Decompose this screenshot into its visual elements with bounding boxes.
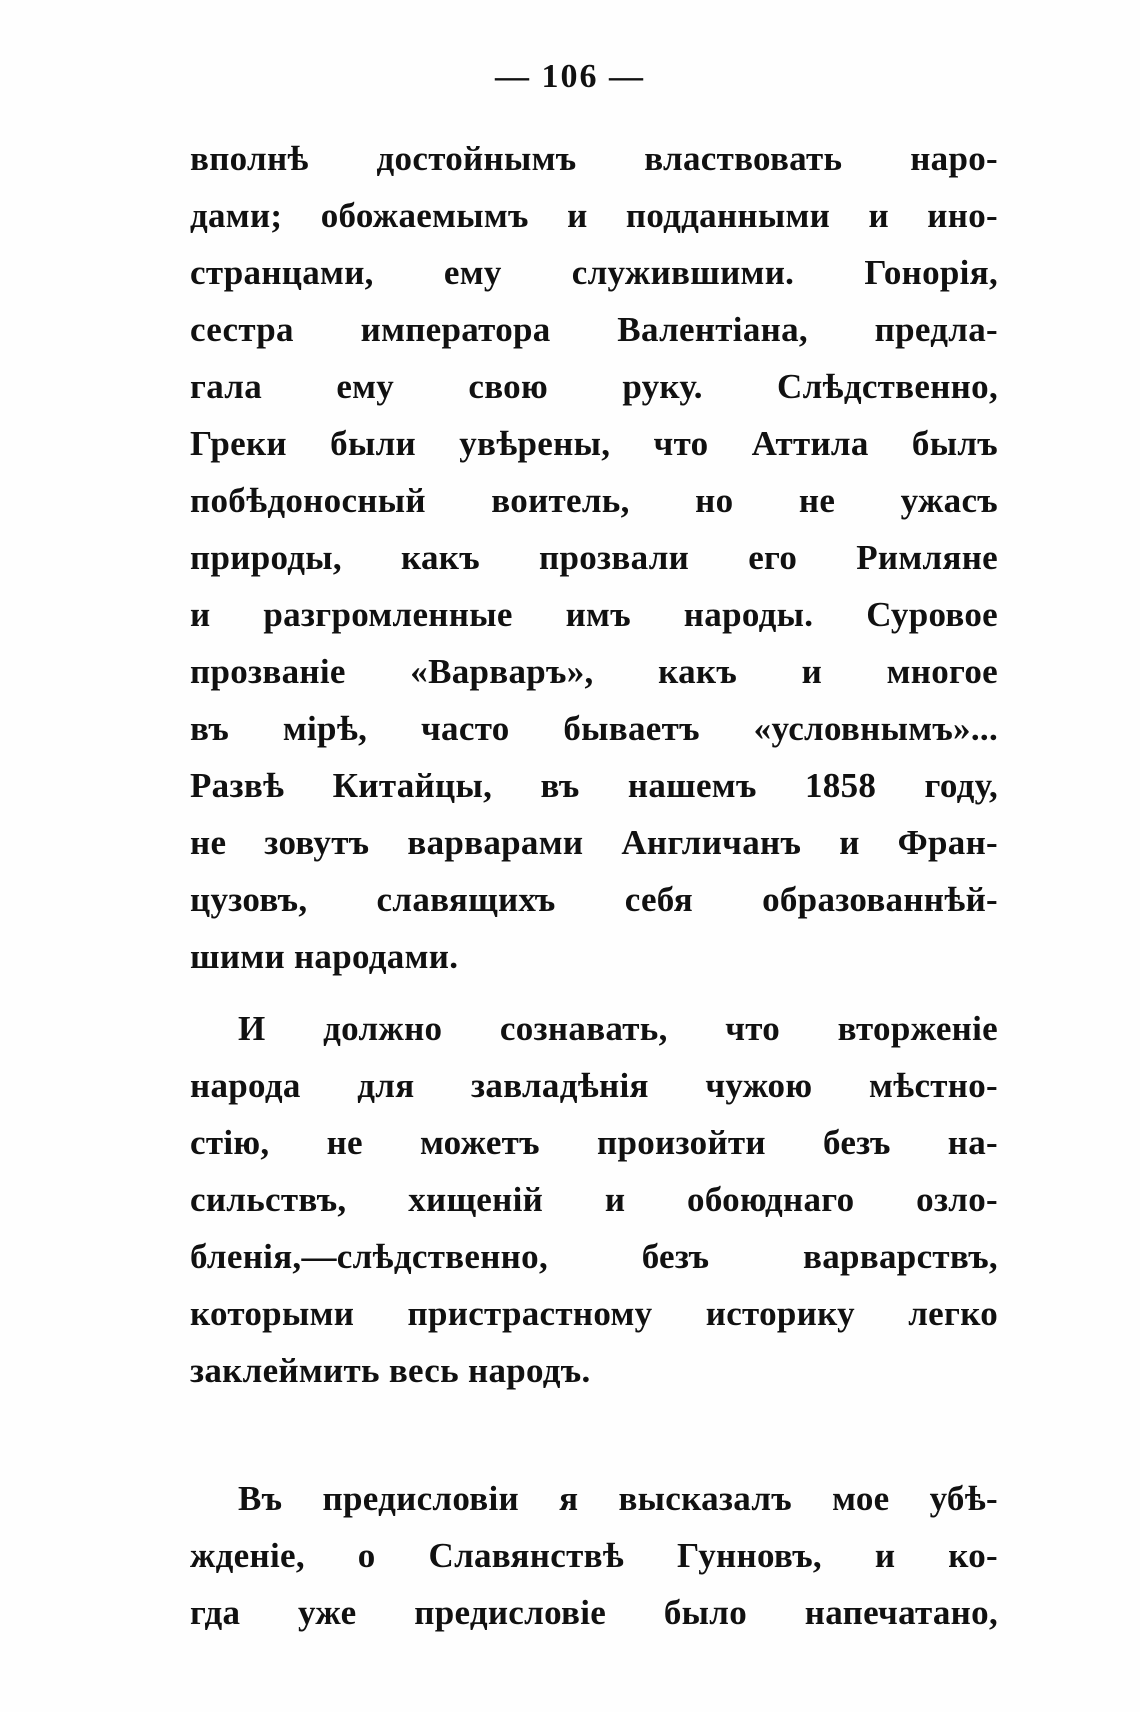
text-line: Въ предисловіи я высказалъ мое убѣ-	[238, 1479, 998, 1518]
text-line: природы, какъ прозвали его Римляне	[190, 538, 998, 577]
text-line: жденіе, о Славянствѣ Гунновъ, и ко-	[190, 1536, 998, 1575]
text-line: дами; обожаемымъ и подданными и ино-	[190, 196, 998, 235]
text-line: шими народами.	[190, 937, 459, 976]
text-line: И должно сознавать, что вторженіе	[238, 1009, 998, 1048]
text-line: бленія,—слѣдственно, безъ варварствъ,	[190, 1237, 998, 1276]
text-line: Греки были увѣрены, что Аттила былъ	[190, 424, 998, 463]
text-line: народа для завладѣнія чужою мѣстно-	[190, 1066, 998, 1105]
text-line: сестра императора Валентіана, предла-	[190, 310, 998, 349]
text-line: Развѣ Китайцы, въ нашемъ 1858 году,	[190, 766, 998, 805]
text-line: странцами, ему служившими. Гонорія,	[190, 253, 998, 292]
page-number: — 106 —	[495, 58, 645, 95]
text-line: не зовутъ варварами Англичанъ и Фран-	[190, 823, 998, 862]
text-line: гда уже предисловіе было напечатано,	[190, 1593, 998, 1632]
text-line: въ мірѣ, часто бываетъ «условнымъ»...	[190, 709, 998, 748]
text-line: стію, не можетъ произойти безъ на-	[190, 1123, 998, 1162]
paragraph-2	[190, 1000, 998, 1399]
text-line: побѣдоносный воитель, но не ужасъ	[190, 481, 998, 520]
text-line: гала ему свою руку. Слѣдственно,	[190, 367, 998, 406]
text-line: заклеймить весь народъ.	[190, 1351, 591, 1390]
text-line: вполнѣ достойнымъ властвовать наро-	[190, 139, 998, 178]
text-line: цузовъ, славящихъ себя образованнѣй-	[190, 880, 998, 919]
text-line: и разгромленные имъ народы. Суровое	[190, 595, 998, 634]
text-line: которыми пристрастному историку легко	[190, 1294, 998, 1333]
text-line: прозваніе «Варваръ», какъ и многое	[190, 652, 998, 691]
paragraph-1	[190, 130, 998, 985]
text-line: сильствъ, хищеній и обоюднаго озло-	[190, 1180, 998, 1219]
paragraph-3	[190, 1470, 998, 1641]
